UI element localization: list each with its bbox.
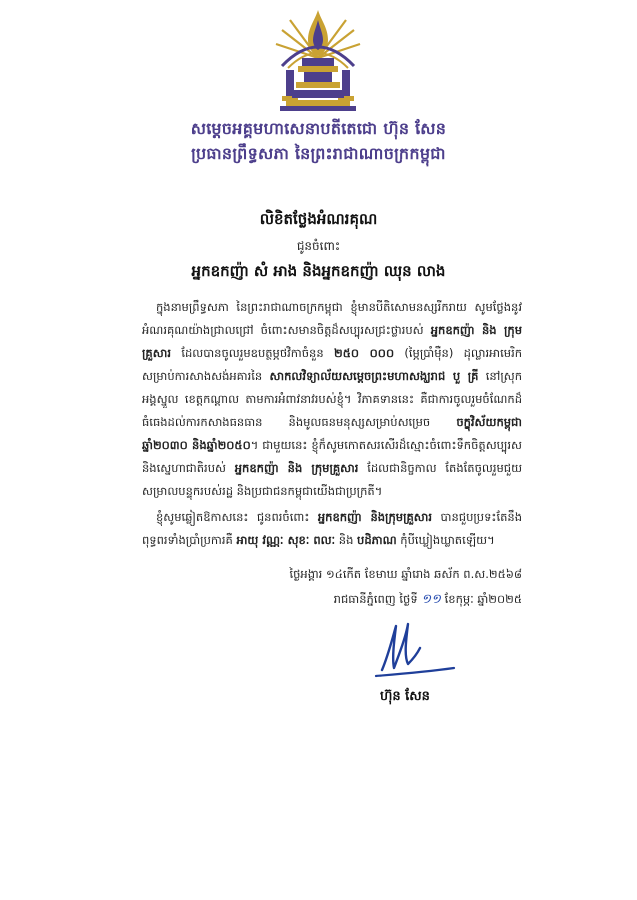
para1-text-i: ។ ជាមួយនេះ ខ្ញុំក៏សូមកោតសរសើរដ៏ស្មោះចំពោះទឹកចិត្តសប្បុរស និងស្នេហាជាតិរបស់ xyxy=(142,438,522,475)
recipients: អ្នកឧកញ៉ា សំ អាង និងអ្នកឧកញ៉ា ឈុន លាង xyxy=(191,262,446,280)
handwritten-signature xyxy=(370,618,460,688)
blessings-list: អាយុ វណ្ណៈ សុខៈ ពលៈ xyxy=(236,533,336,547)
letter-title: លិខិតថ្លែងអំណរគុណ xyxy=(259,210,378,228)
para1-text-c: ដែលបានចូលរួមឧបត្ថម្ភថវិកាចំនួន xyxy=(181,346,324,360)
para1-text-a: ក្នុងនាមព្រឹទ្ធសភា នៃព្រះរាជាណាចក្រកម្ពុជា ខ្ញុំមានបីតិសោមនស្សរីករាយ សូមថ្លែងនូវអំណរគុណយ៉ាងជ្រាលជ្រៅ ចំពោះសមានចិត្តដ៏សប្បុរសជ្រះថ្លារបស់ xyxy=(142,300,522,337)
para1-text-g: នៅស្រុកអង្គស្នួល ខេត្តកណ្តាល តាមការអំពាវនាវរបស់ខ្ញុំ។ វិភាគទាននេះ គឺជាការចូលរួមចំណែកដ៏ធំធេងដល់ការកសាងធនធាន និងមូលធនមនុស្សសម្រាប់សម្រេច xyxy=(142,369,522,429)
date-solar-suffix: ខែកុម្ភៈ ឆ្នាំ២០២៥ xyxy=(444,592,522,606)
para1-emphasis-j: អ្នកឧកញ៉ា និង ក្រុមគ្រួសារ xyxy=(234,461,359,475)
para2-text-c: បានជួបប្រទះតែនឹងពុទ្ធពរទាំងប្រាំប្រការគឺ xyxy=(142,510,523,547)
para2-emphasis-b: អ្នកឧកញ៉ា និងក្រុមគ្រួសារ xyxy=(317,510,433,524)
signer-name: ហ៊ុន សែន xyxy=(380,689,430,704)
para1-emphasis-b: អ្នកឧកញ៉ា និង ក្រុមគ្រួសារ xyxy=(142,323,523,360)
body-paragraph-1 xyxy=(142,296,522,503)
date-lunar: ថ្ងៃអង្គារ ១៤កើត ខែមាឃ ឆ្នាំរោង ឆស័ក ព.ស.២៥៦៨ xyxy=(289,567,522,581)
donation-amount: ២៥០ ០០០ xyxy=(334,346,395,360)
university-name: សាកលវិទ្យាល័យសម្តេចព្រះមហាសង្ឃរាជ បួ គ្រី xyxy=(269,369,479,383)
senate-president-name: សម្តេចអគ្គមហាសេនាបតីតេជោ ហ៊ុន សែន xyxy=(190,119,447,138)
senate-emblem-icon xyxy=(268,8,368,113)
date-solar-prefix: រាជធានីភ្នំពេញ ថ្ងៃទី xyxy=(333,592,418,606)
para2-text-g: កុំបីឃ្លៀងឃ្លាតឡើយ។ xyxy=(400,533,495,547)
vision-text: ចក្ខុវិស័យកម្ពុជាឆ្នាំ២០៣០ និងឆ្នាំ២០៥០ xyxy=(142,415,523,452)
para2-text-e: និង xyxy=(338,533,354,547)
date-solar xyxy=(334,591,522,610)
body-paragraph-2 xyxy=(142,506,522,552)
senate-president-title: ប្រធានព្រឹទ្ធសភា នៃព្រះរាជាណាចក្រកម្ពុជា xyxy=(191,144,446,163)
para1-text-e: (ម្ភៃប្រាំម៉ឺន) ដុល្លារអាមេរិក សម្រាប់ការសាងសង់អគារនៃ xyxy=(142,346,523,383)
date-day-handwritten: ១១ xyxy=(421,592,441,607)
blessing-patibhana: បដិភាណ xyxy=(357,533,397,547)
para1-text-k: ដែលជានិច្ចកាល តែងតែចូលរួមជួយសម្រាលបន្ទុករបស់រដ្ឋ និងប្រជាជនកម្ពុជាយើងជាប្រក្រតី។ xyxy=(142,461,523,498)
to-label: ជូនចំពោះ xyxy=(296,239,341,253)
para2-text-a: ខ្ញុំសូមឆ្លៀតឱកាសនេះ ជូនពរចំពោះ xyxy=(156,510,310,524)
